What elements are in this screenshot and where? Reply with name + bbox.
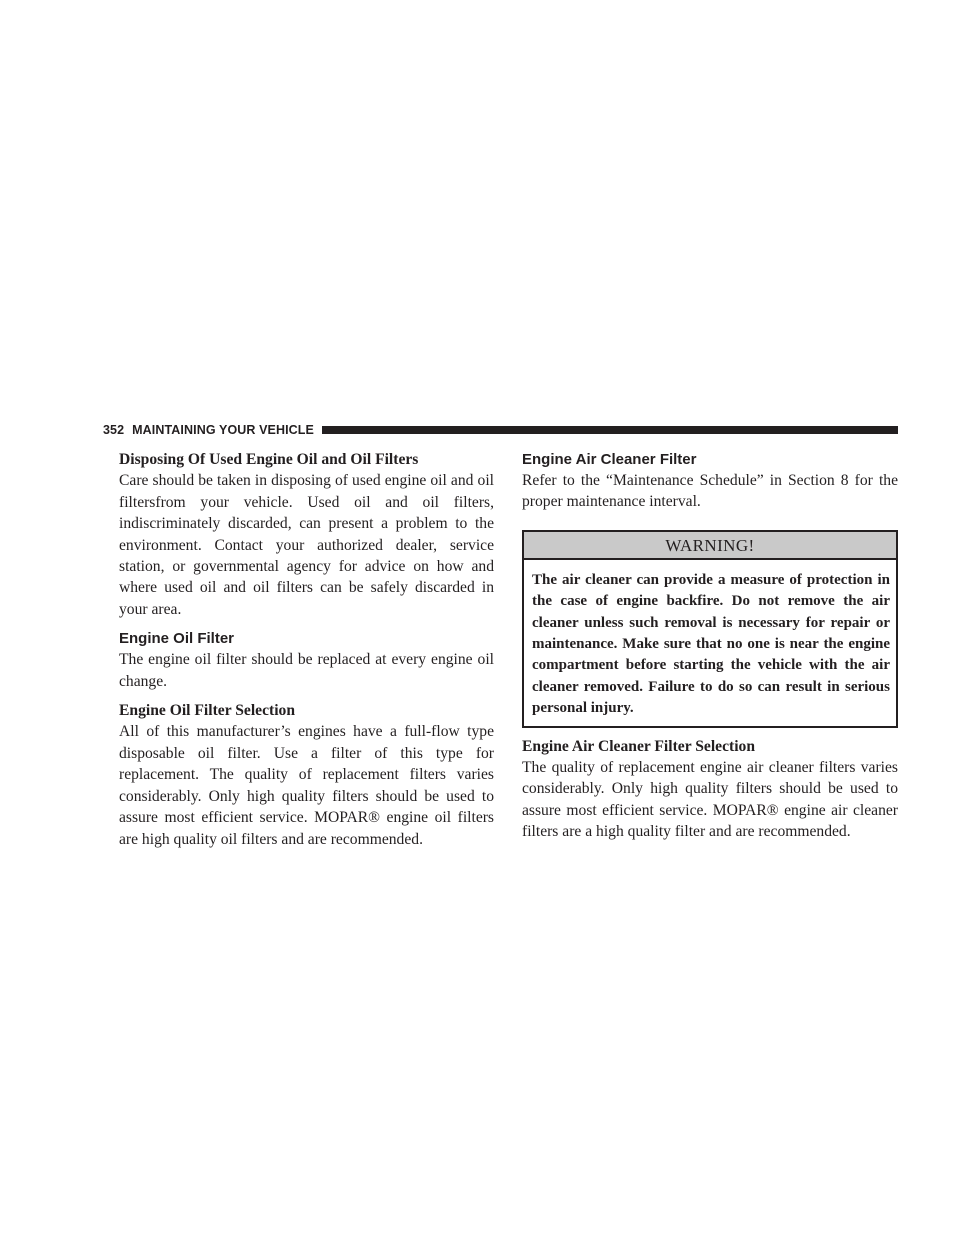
oil-filter-selection-paragraph: All of this manufacturer’s engines have a full-flow type disposable oil filter. Use a filter of this type for replacement. The quality of replacement filters varies considerably. Only high quality filters should be used to assure most efficient service. MOPAR® engine oil filters are high quality oil filters and are recommended. bbox=[119, 723, 494, 848]
section-title: MAINTAINING YOUR VEHICLE bbox=[132, 423, 314, 437]
oil-filter-selection-heading: Engine Oil Filter Selection bbox=[119, 702, 295, 720]
air-cleaner-selection-paragraph: The quality of replacement engine air cleaner filters varies considerably. Only high quality filters should be used to assure most efficient service. MOPAR® engine air cleaner filters are a high quality filter and are recommended. bbox=[522, 759, 898, 841]
page-header bbox=[103, 422, 898, 438]
warning-box bbox=[522, 530, 898, 728]
right-column bbox=[522, 449, 898, 843]
left-column bbox=[119, 449, 494, 850]
disposing-paragraph: Care should be taken in disposing of used engine oil and oil filtersfrom your vehicle. Used oil and oil filters, indiscriminately discarded, can present a problem to the environment. Contact your authorized dealer, service station, or governmental agency for advice on how and where used oil and oil filters can be safely discarded in your area. bbox=[119, 472, 494, 618]
warning-text: The air cleaner can provide a measure of protection in the case of engine backfire. Do not remove the air cleaner unless such removal is necessary for repair or maintenance. Make sure that no one is near the engine compartment before starting the vehicle with the air cleaner removed. Failure to do so can result in serious personal injury. bbox=[532, 571, 890, 717]
disposing-heading: Disposing Of Used Engine Oil and Oil Filters bbox=[119, 451, 419, 468]
oil-filter-paragraph: The engine oil filter should be replaced at every engine oil change. bbox=[119, 651, 494, 690]
header-rule bbox=[322, 426, 898, 434]
air-cleaner-heading: Engine Air Cleaner Filter bbox=[522, 451, 697, 468]
oil-filter-heading: Engine Oil Filter bbox=[119, 630, 235, 648]
warning-title: WARNING! bbox=[524, 532, 896, 560]
air-cleaner-selection-heading: Engine Air Cleaner Filter Selection bbox=[522, 737, 756, 755]
air-cleaner-paragraph: Refer to the “Maintenance Schedule” in Section 8 for the proper maintenance interval. bbox=[522, 472, 898, 511]
page-number: 352 bbox=[103, 423, 125, 437]
